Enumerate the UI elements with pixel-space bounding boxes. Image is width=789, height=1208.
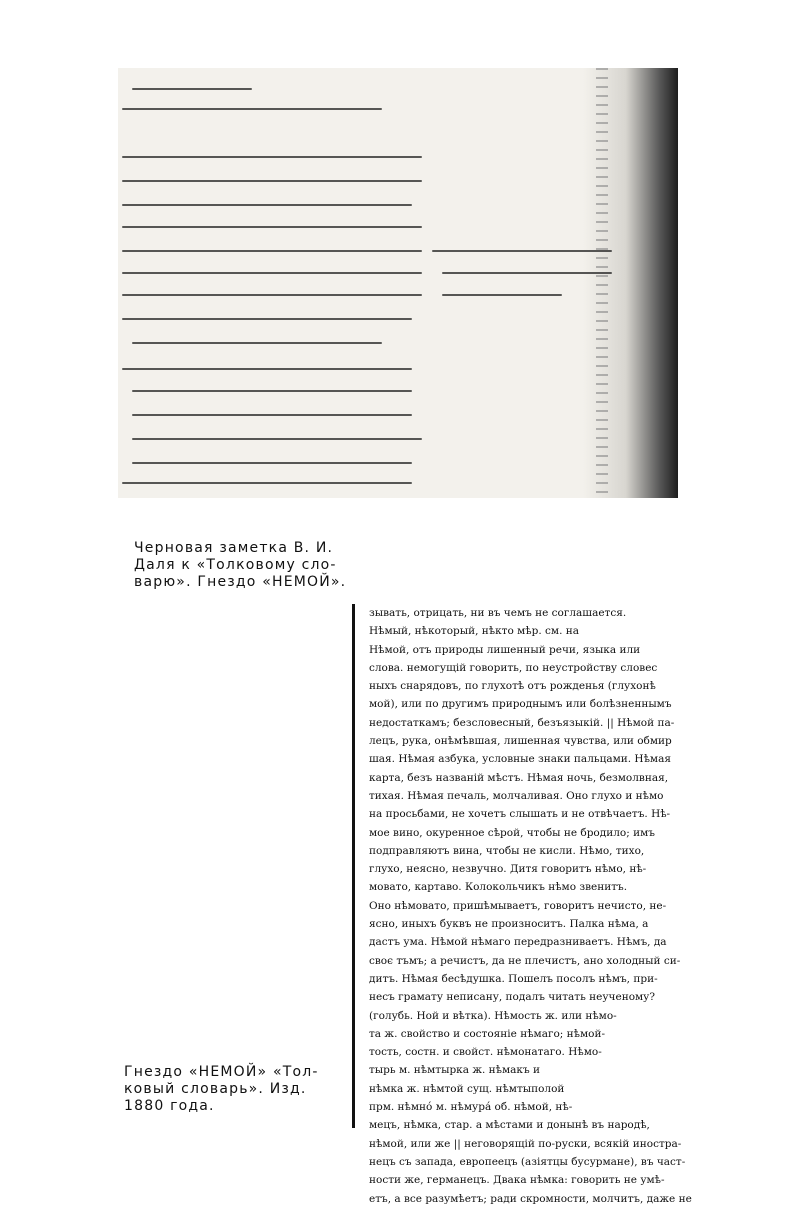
handwriting-stroke: [132, 88, 252, 90]
handwriting-stroke: [122, 226, 422, 228]
dictionary-line: слова. немогущій говорить, по неустройству словес: [369, 661, 658, 674]
handwriting-stroke: [122, 482, 412, 484]
handwriting-stroke: [432, 250, 612, 252]
handwriting-stroke: [442, 294, 562, 296]
caption-line: Черновая заметка В. И.: [134, 540, 334, 556]
dictionary-line: Оно нѣмовато, пришѣмываетъ, говоритъ нечисто, не-: [369, 899, 667, 912]
dictionary-line: подправляютъ вина, чтобы не кисли. Нѣмо, тихо,: [369, 844, 645, 857]
dictionary-line: та ж. свойство и состояніе нѣмаго; нѣмой-: [369, 1027, 606, 1040]
dictionary-line: тырь м. нѣмтырка ж. нѣмакъ и: [369, 1064, 540, 1077]
dictionary-line: мовато, картаво. Колокольчикъ нѣмо звенитъ.: [369, 881, 628, 894]
dictionary-line: ныхъ снарядовъ, по глухотѣ отъ рожденья (глухонѣ: [369, 680, 656, 693]
handwriting-stroke: [122, 318, 412, 320]
caption-line: варю». Гнездо «НЕМОЙ».: [134, 574, 347, 590]
dictionary-line: карта, безъ названій мѣстъ. Нѣмая ночь, безмолвная,: [369, 771, 669, 784]
dictionary-line: глухо, неясно, незвучно. Дитя говоритъ нѣмо, нѣ-: [369, 863, 647, 876]
dictionary-line: мой), или по другимъ природнымъ или болѣзненнымъ: [369, 698, 672, 711]
handwriting-stroke: [122, 204, 412, 206]
handwriting-stroke: [132, 438, 422, 440]
dictionary-line: етъ, а все разумѣетъ; ради скромности, молчитъ, даже не: [369, 1192, 692, 1205]
handwriting-stroke: [132, 414, 412, 416]
dictionary-line: Нѣмый, нѣкоторый, нѣкто мѣр. см. на: [369, 625, 580, 638]
handwriting-stroke: [122, 250, 422, 252]
dictionary-line: прм. нѣмнó м. нѣмурá об. нѣмой, нѣ-: [369, 1101, 573, 1114]
dictionary-line: ности же, германецъ. Двака нѣмка: говорить не умѣ-: [369, 1174, 665, 1187]
dictionary-line: нѣмой, или же || неговорящій по-руски, всякій иностра-: [369, 1137, 682, 1150]
dictionary-line: Нѣмой, отъ природы лишенный речи, языка или: [369, 643, 641, 656]
handwriting-stroke: [442, 272, 612, 274]
dictionary-line: нецъ съ запада, европеецъ (азіятцы бусурмане), въ част-: [369, 1155, 686, 1168]
dictionary-line: на просьбами, не хочетъ слышать и не отвѣчаетъ. Нѣ-: [369, 808, 671, 821]
dictionary-line: дастъ ума. Нѣмой нѣмаго передразниваетъ. Нѣмъ, да: [369, 936, 667, 949]
dictionary-line: (голубь. Ной и вѣтка). Нѣмость ж. или нѣмо-: [369, 1009, 617, 1022]
dictionary-line: несъ грамату неписану, подалъ читать неученому?: [369, 991, 655, 1004]
handwriting-stroke: [122, 294, 422, 296]
dictionary-line: лецъ, рука, онѣмѣвшая, лишенная чувства, или обмир: [369, 735, 672, 748]
dictionary-excerpt: [352, 604, 704, 1205]
handwriting-stroke: [122, 108, 382, 110]
dictionary-line: мое вино, окуренное сѣрой, чтобы не бродило; имъ: [369, 826, 655, 839]
handwriting-stroke: [132, 462, 412, 464]
dictionary-line: мецъ, нѣмка, стар. а мѣстами и донынѣ въ народѣ,: [369, 1119, 650, 1132]
dictionary-line: шая. Нѣмая азбука, условные знаки пальцами. Нѣмая: [369, 753, 671, 766]
dictionary-line: тихая. Нѣмая печаль, молчаливая. Оно глухо и нѣмо: [369, 789, 664, 802]
manuscript-margin-texture: [596, 68, 608, 498]
dictionary-line: своє тъмъ; а речистъ, да не плечистъ, ано холодный си-: [369, 954, 681, 967]
dictionary-line: недостаткамъ; безсловесный, безъязыкій. || Нѣмой па-: [369, 716, 675, 729]
handwriting-stroke: [122, 156, 422, 158]
manuscript-draft-image: [118, 68, 678, 498]
caption-line: 1880 года.: [124, 1098, 215, 1114]
handwriting-stroke: [132, 390, 412, 392]
caption-line: Гнездо «НЕМОЙ» «Тол-: [124, 1064, 319, 1080]
dictionary-line: тость, состн. и свойст. нѣмонатаго. Нѣмо-: [369, 1046, 602, 1059]
handwriting-stroke: [132, 342, 382, 344]
caption-line: Даля к «Толковому сло-: [134, 557, 337, 573]
dictionary-caption: [124, 1064, 344, 1115]
caption-line: ковый словарь». Изд.: [124, 1081, 307, 1097]
handwriting-stroke: [122, 368, 412, 370]
handwriting-stroke: [122, 180, 422, 182]
dictionary-line: нѣмка ж. нѣмтой сущ. нѣмтыполой: [369, 1082, 565, 1095]
manuscript-caption: [134, 540, 364, 591]
dictionary-line: дитъ. Нѣмая бесѣдушка. Пошелъ посолъ нѣмъ, при-: [369, 972, 658, 985]
handwriting-stroke: [122, 272, 422, 274]
dictionary-line: ясно, иныхъ буквъ не произноситъ. Палка нѣма, а: [369, 918, 649, 931]
dictionary-line: зывать, отрицать, ни въ чемъ не соглашается.: [369, 607, 627, 619]
